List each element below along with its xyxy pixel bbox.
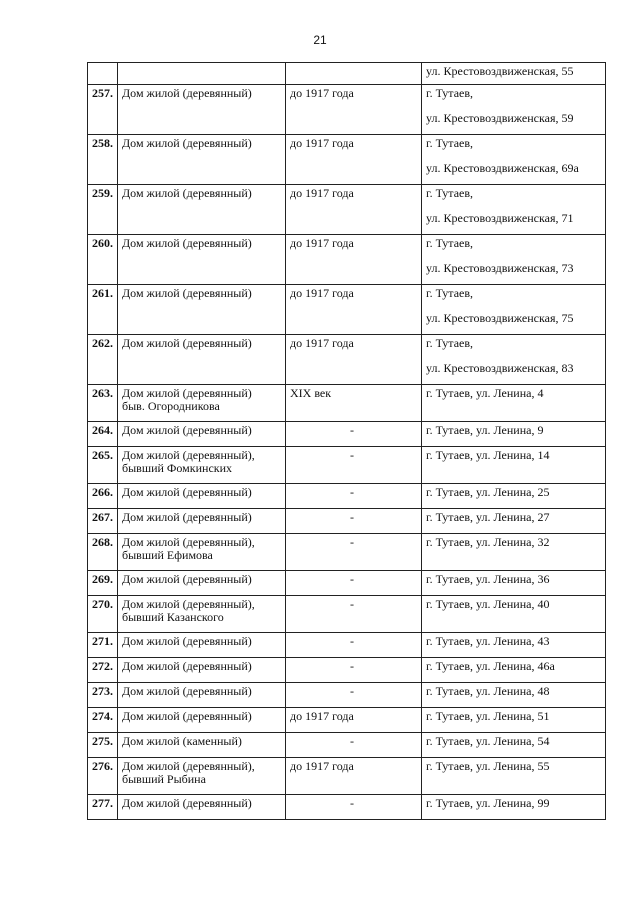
row-number-cell: 270.	[88, 596, 118, 633]
date-cell: до 1917 года	[286, 235, 422, 285]
address-cell	[422, 85, 606, 135]
date-cell: -	[286, 447, 422, 484]
row-number-cell: 271.	[88, 633, 118, 658]
address-line: г. Тутаев,	[426, 336, 474, 350]
address-street-line: ул. Крестовоздвиженская, 71	[426, 211, 574, 225]
address-cell	[422, 534, 606, 571]
date-cell: до 1917 года	[286, 335, 422, 385]
address-line: г. Тутаев,	[426, 86, 474, 100]
object-name: Дом жилой (деревянный),	[122, 448, 255, 462]
object-name-cell	[118, 285, 286, 335]
object-former-owner: бывший Ефимова	[122, 548, 213, 562]
row-number-cell: 274.	[88, 708, 118, 733]
object-name: Дом жилой (деревянный)	[122, 796, 252, 810]
object-name-cell	[118, 335, 286, 385]
object-name-cell	[118, 185, 286, 235]
object-name: Дом жилой (деревянный)	[122, 510, 252, 524]
date-cell: -	[286, 658, 422, 683]
row-number-cell: 277.	[88, 795, 118, 820]
row-number-cell: 266.	[88, 484, 118, 509]
address-street-line: ул. Крестовоздвиженская, 83	[426, 361, 574, 375]
object-name-cell	[118, 422, 286, 447]
table-row	[88, 447, 606, 484]
table-row	[88, 596, 606, 633]
address-cell	[422, 683, 606, 708]
object-name: Дом жилой (деревянный)	[122, 485, 252, 499]
date-cell: -	[286, 422, 422, 447]
table-row	[88, 235, 606, 285]
date-cell: до 1917 года	[286, 758, 422, 795]
row-number-cell: 269.	[88, 571, 118, 596]
address-cell	[422, 484, 606, 509]
row-number-cell: 265.	[88, 447, 118, 484]
date-cell: до 1917 года	[286, 185, 422, 235]
object-name-cell	[118, 758, 286, 795]
address-cell	[422, 758, 606, 795]
object-name-cell	[118, 683, 286, 708]
object-name: Дом жилой (деревянный),	[122, 535, 255, 549]
date-cell: -	[286, 484, 422, 509]
row-number-cell: 273.	[88, 683, 118, 708]
table-body	[88, 63, 606, 820]
table-row	[88, 85, 606, 135]
address-cell	[422, 571, 606, 596]
address-line: г. Тутаев,	[426, 286, 474, 300]
table-row	[88, 422, 606, 447]
table-row	[88, 285, 606, 335]
row-number-cell: 259.	[88, 185, 118, 235]
address-line: ул. Крестовоздвиженская, 55	[426, 64, 574, 78]
date-cell: XIX век	[286, 385, 422, 422]
date-cell: -	[286, 534, 422, 571]
table-row	[88, 335, 606, 385]
object-name: Дом жилой (деревянный)	[122, 236, 252, 250]
table-row	[88, 534, 606, 571]
object-name-cell	[118, 534, 286, 571]
object-name-cell	[118, 509, 286, 534]
object-name-cell	[118, 63, 286, 85]
heritage-registry-table	[87, 62, 606, 820]
address-line: г. Тутаев,	[426, 236, 474, 250]
row-number-cell: 276.	[88, 758, 118, 795]
object-name: Дом жилой (деревянный)	[122, 336, 252, 350]
date-cell	[286, 63, 422, 85]
table-row	[88, 633, 606, 658]
object-name: Дом жилой (каменный)	[122, 734, 242, 748]
row-number-cell: 261.	[88, 285, 118, 335]
object-name: Дом жилой (деревянный)	[122, 572, 252, 586]
address-line: г. Тутаев, ул. Ленина, 46а	[426, 659, 555, 673]
table-row	[88, 683, 606, 708]
address-cell	[422, 633, 606, 658]
date-cell: до 1917 года	[286, 285, 422, 335]
object-former-owner: бывший Казанского	[122, 610, 224, 624]
object-name: Дом жилой (деревянный)	[122, 286, 252, 300]
object-name: Дом жилой (деревянный),	[122, 759, 255, 773]
object-name-cell	[118, 85, 286, 135]
table-row	[88, 658, 606, 683]
object-name-cell	[118, 235, 286, 285]
object-name: Дом жилой (деревянный)	[122, 659, 252, 673]
table-row	[88, 185, 606, 235]
object-name: Дом жилой (деревянный)	[122, 386, 252, 400]
address-line: г. Тутаев, ул. Ленина, 43	[426, 634, 550, 648]
address-line: г. Тутаев, ул. Ленина, 48	[426, 684, 550, 698]
address-cell	[422, 509, 606, 534]
address-cell	[422, 596, 606, 633]
table-row	[88, 135, 606, 185]
address-line: г. Тутаев, ул. Ленина, 14	[426, 448, 550, 462]
table-row	[88, 571, 606, 596]
address-cell	[422, 422, 606, 447]
address-cell	[422, 335, 606, 385]
address-line: г. Тутаев, ул. Ленина, 9	[426, 423, 544, 437]
address-cell	[422, 285, 606, 335]
table-row	[88, 385, 606, 422]
row-number-cell: 263.	[88, 385, 118, 422]
address-cell	[422, 708, 606, 733]
table-row	[88, 758, 606, 795]
object-former-owner: быв. Огородникова	[122, 399, 220, 413]
object-name: Дом жилой (деревянный)	[122, 709, 252, 723]
address-line: г. Тутаев, ул. Ленина, 54	[426, 734, 550, 748]
row-number-cell: 260.	[88, 235, 118, 285]
object-name-cell	[118, 658, 286, 683]
object-name: Дом жилой (деревянный)	[122, 86, 252, 100]
object-name: Дом жилой (деревянный)	[122, 186, 252, 200]
table-row	[88, 509, 606, 534]
address-line: г. Тутаев, ул. Ленина, 51	[426, 709, 550, 723]
object-name: Дом жилой (деревянный)	[122, 423, 252, 437]
address-cell	[422, 235, 606, 285]
object-name: Дом жилой (деревянный),	[122, 597, 255, 611]
date-cell: -	[286, 596, 422, 633]
object-name-cell	[118, 795, 286, 820]
address-line: г. Тутаев, ул. Ленина, 99	[426, 796, 550, 810]
address-street-line: ул. Крестовоздвиженская, 59	[426, 111, 574, 125]
object-name-cell	[118, 484, 286, 509]
object-name-cell	[118, 596, 286, 633]
object-former-owner: бывший Фомкинских	[122, 461, 233, 475]
address-line: г. Тутаев, ул. Ленина, 36	[426, 572, 550, 586]
page-number: 21	[313, 33, 327, 47]
table-row-continued	[88, 63, 606, 85]
row-number-cell: 264.	[88, 422, 118, 447]
row-number-cell: 258.	[88, 135, 118, 185]
table-row	[88, 708, 606, 733]
row-number-cell: 272.	[88, 658, 118, 683]
object-name: Дом жилой (деревянный)	[122, 634, 252, 648]
object-name: Дом жилой (деревянный)	[122, 136, 252, 150]
row-number-cell: 267.	[88, 509, 118, 534]
address-cell	[422, 447, 606, 484]
object-name-cell	[118, 733, 286, 758]
date-cell: -	[286, 733, 422, 758]
address-cell	[422, 385, 606, 422]
address-line: г. Тутаев,	[426, 136, 474, 150]
address-street-line: ул. Крестовоздвиженская, 75	[426, 311, 574, 325]
date-cell: -	[286, 571, 422, 596]
address-cell	[422, 658, 606, 683]
date-cell: -	[286, 509, 422, 534]
object-name-cell	[118, 571, 286, 596]
row-number-cell: 275.	[88, 733, 118, 758]
address-cell	[422, 733, 606, 758]
address-cell	[422, 63, 606, 85]
date-cell: -	[286, 633, 422, 658]
row-number-cell	[88, 63, 118, 85]
object-name-cell	[118, 633, 286, 658]
object-name-cell	[118, 135, 286, 185]
date-cell: до 1917 года	[286, 135, 422, 185]
address-line: г. Тутаев, ул. Ленина, 55	[426, 759, 550, 773]
object-name-cell	[118, 708, 286, 733]
address-line: г. Тутаев, ул. Ленина, 40	[426, 597, 550, 611]
row-number-cell: 262.	[88, 335, 118, 385]
table-row	[88, 795, 606, 820]
address-street-line: ул. Крестовоздвиженская, 69а	[426, 161, 579, 175]
address-line: г. Тутаев, ул. Ленина, 27	[426, 510, 550, 524]
object-name: Дом жилой (деревянный)	[122, 684, 252, 698]
date-cell: -	[286, 683, 422, 708]
address-line: г. Тутаев, ул. Ленина, 32	[426, 535, 550, 549]
address-line: г. Тутаев, ул. Ленина, 4	[426, 386, 544, 400]
date-cell: до 1917 года	[286, 708, 422, 733]
table-row	[88, 484, 606, 509]
address-line: г. Тутаев,	[426, 186, 474, 200]
object-name-cell	[118, 447, 286, 484]
table-row	[88, 733, 606, 758]
row-number-cell: 257.	[88, 85, 118, 135]
address-cell	[422, 185, 606, 235]
row-number-cell: 268.	[88, 534, 118, 571]
object-former-owner: бывший Рыбина	[122, 772, 206, 786]
date-cell: -	[286, 795, 422, 820]
address-cell	[422, 135, 606, 185]
address-street-line: ул. Крестовоздвиженская, 73	[426, 261, 574, 275]
address-line: г. Тутаев, ул. Ленина, 25	[426, 485, 550, 499]
date-cell: до 1917 года	[286, 85, 422, 135]
object-name-cell	[118, 385, 286, 422]
address-cell	[422, 795, 606, 820]
